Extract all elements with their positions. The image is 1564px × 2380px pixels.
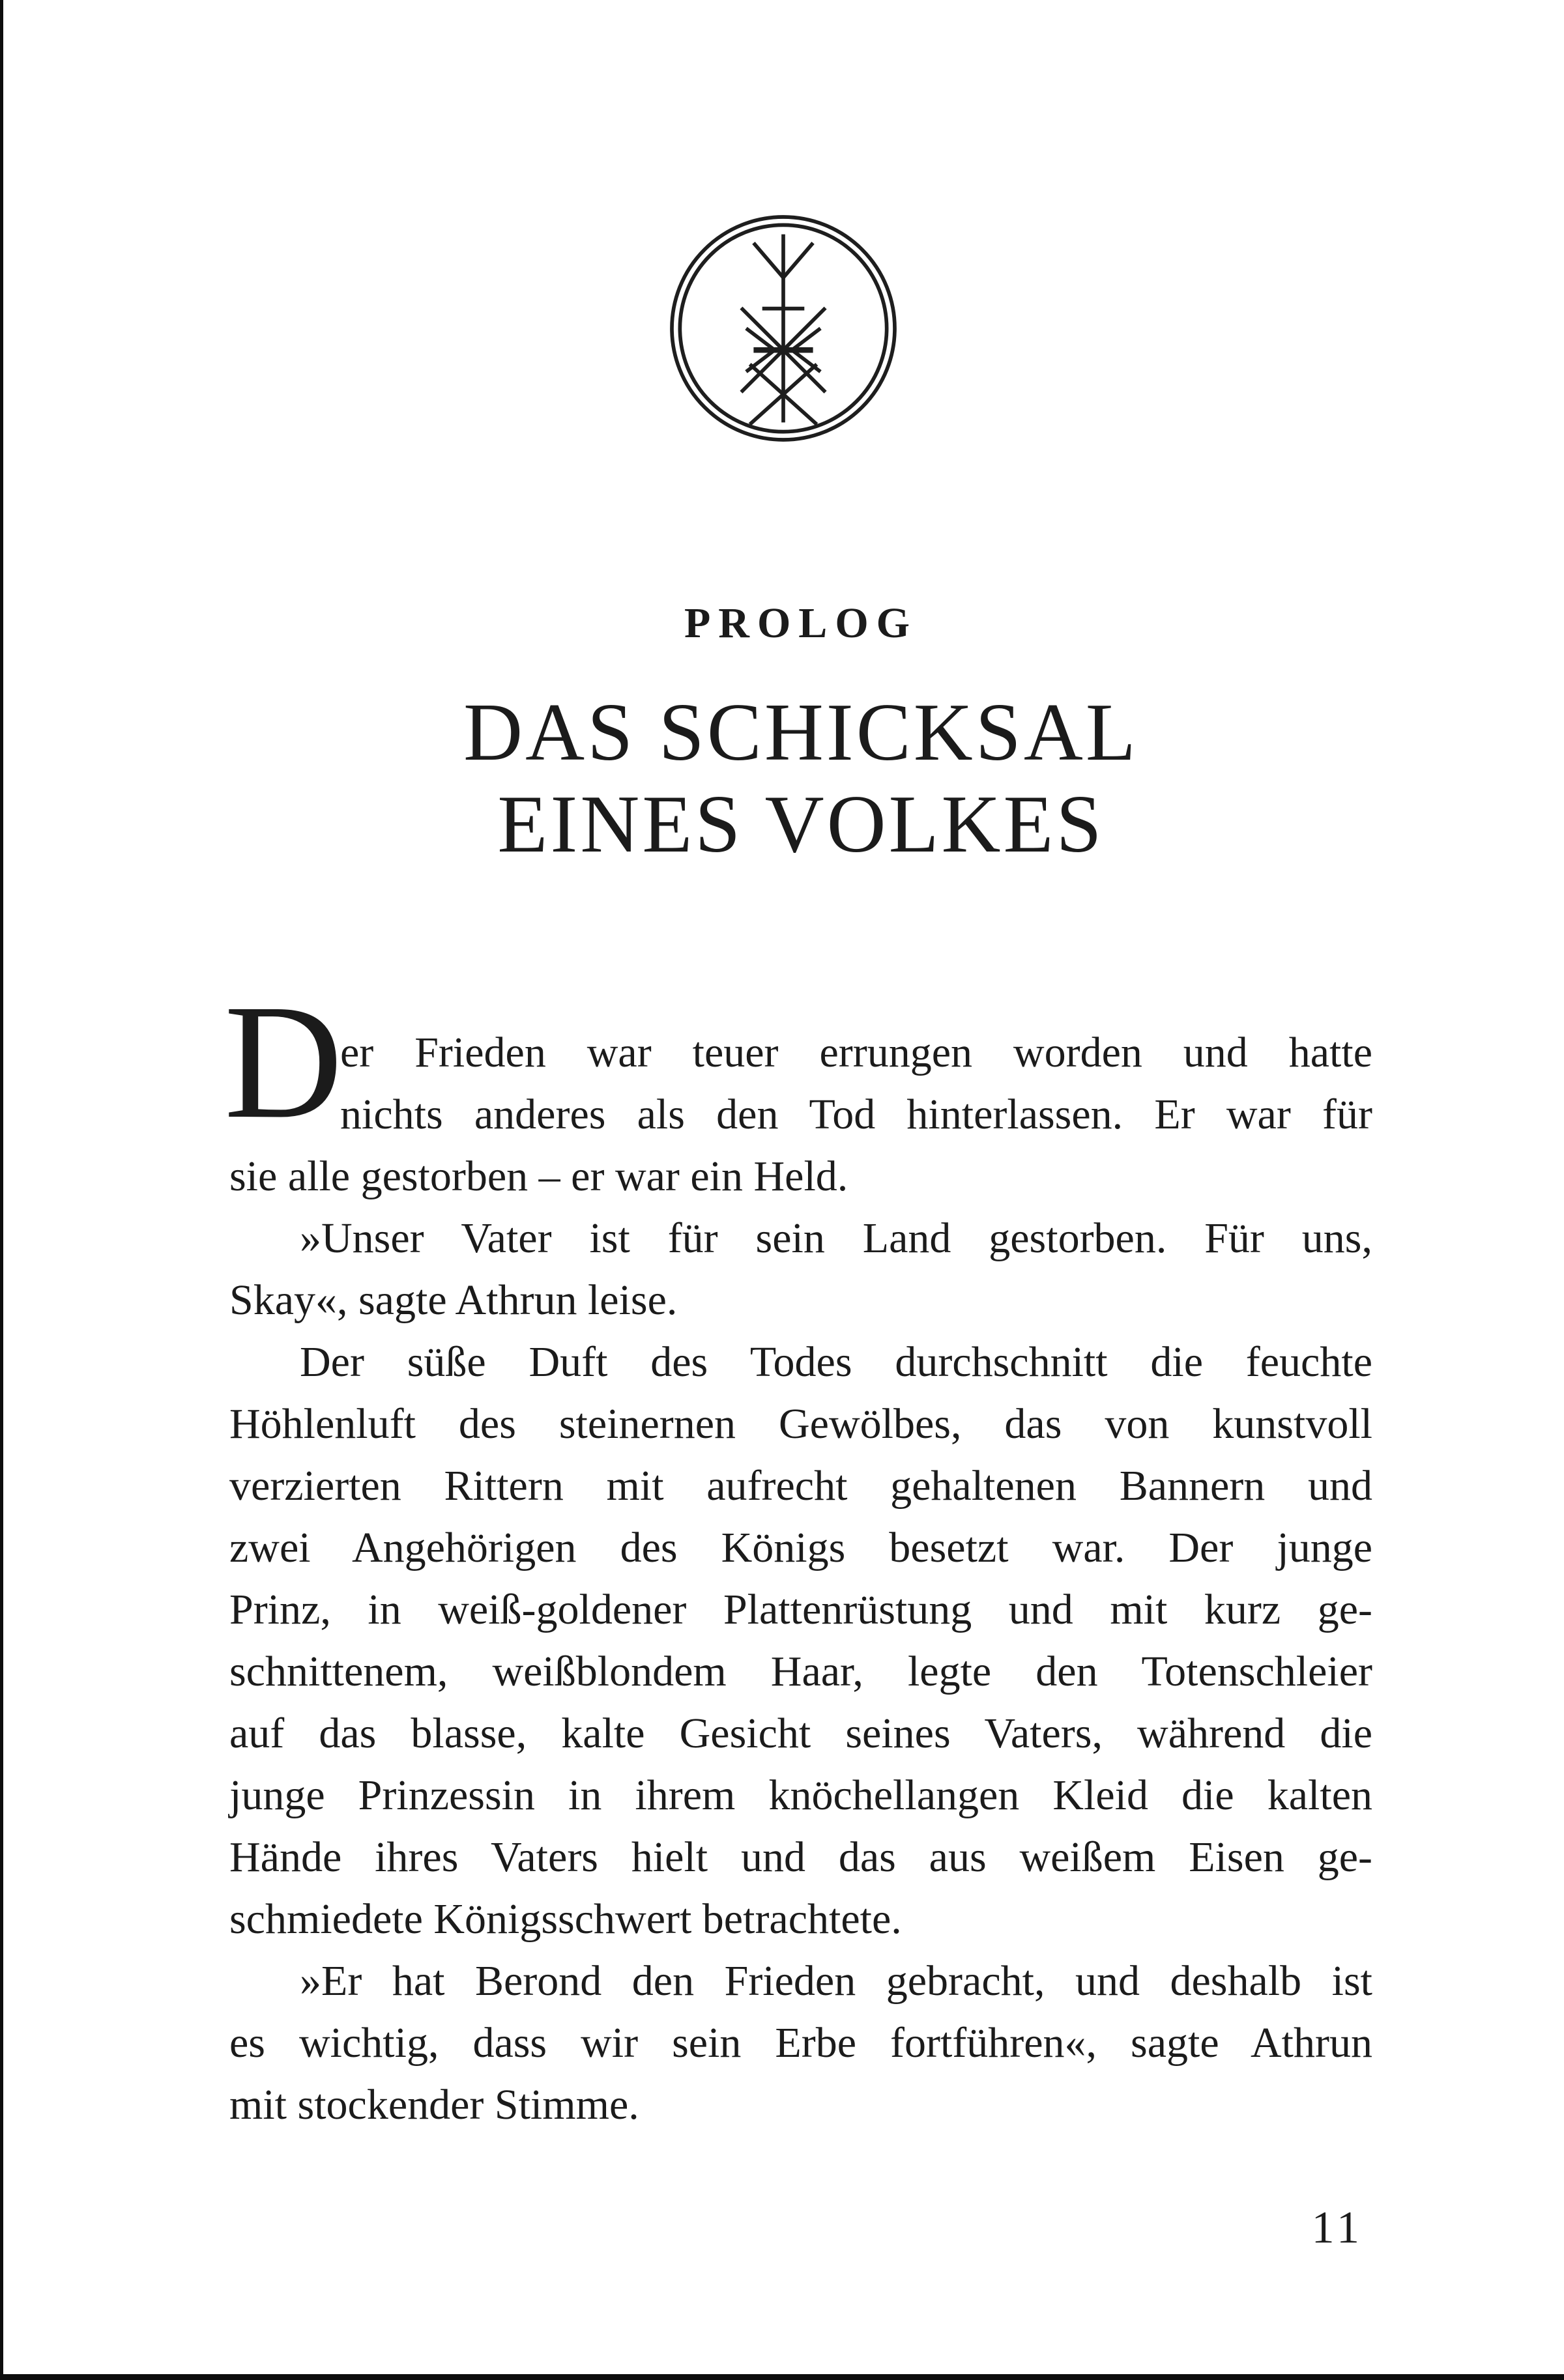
body-line: verzierten Rittern mit aufrecht gehaltenen Bannern und [229, 1462, 1372, 1510]
body-line: Höhlenluft des steinernen Gewölbes, das von kunstvoll [229, 1400, 1372, 1448]
body-line: zwei Angehörigen des Königs besetzt war. Der junge [229, 1524, 1372, 1571]
body-line: schmiedete Königsschwert betrachtete. [229, 1895, 902, 1943]
drop-cap: D [224, 970, 343, 1153]
body-line: es wichtig, dass wir sein Erbe fortführen«, sagte Athrun [229, 2019, 1372, 2067]
body-text [224, 970, 1372, 2136]
chapter-title-line2: EINES VOLKES [497, 779, 1105, 870]
body-line: nichts anderes als den Tod hinterlassen. Er war für [340, 1091, 1372, 1138]
body-line: Hände ihres Vaters hielt und das aus weißem Eisen ge- [229, 1833, 1372, 1881]
chapter-title [197, 687, 1405, 870]
scan-edge-bottom [0, 2374, 1564, 2380]
body-line: auf das blasse, kalte Gesicht seines Vaters, während die [229, 1710, 1372, 1757]
chapter-kicker: PROLOG [684, 599, 918, 647]
body-line: junge Prinzessin in ihrem knöchellangen Kleid die kalten [229, 1771, 1372, 1819]
rune-circle-emblem-icon [659, 205, 907, 452]
scan-edge-left [0, 0, 3, 2380]
body-line: »Unser Vater ist für sein Land gestorben. Für uns, [300, 1214, 1372, 1262]
body-line: »Er hat Berond den Frieden gebracht, und deshalb ist [300, 1957, 1372, 2005]
body-line: mit stockender Stimme. [229, 2081, 639, 2129]
body-lines [229, 1022, 1372, 2136]
chapter-title-line1: DAS SCHICKSAL [463, 687, 1138, 778]
body-line: er Frieden war teuer errungen worden und hatte [340, 1029, 1372, 1076]
page-number: 11 [1311, 2203, 1363, 2253]
body-line: Prinz, in weiß-goldener Plattenrüstung und mit kurz ge- [229, 1586, 1372, 1633]
body-line: Der süße Duft des Todes durchschnitt die feuchte [300, 1338, 1372, 1386]
body-line: Skay«, sagte Athrun leise. [229, 1276, 678, 1324]
body-line: sie alle gestorben – er war ein Held. [229, 1153, 848, 1200]
body-line: schnittenem, weißblondem Haar, legte den Totenschleier [229, 1648, 1372, 1695]
